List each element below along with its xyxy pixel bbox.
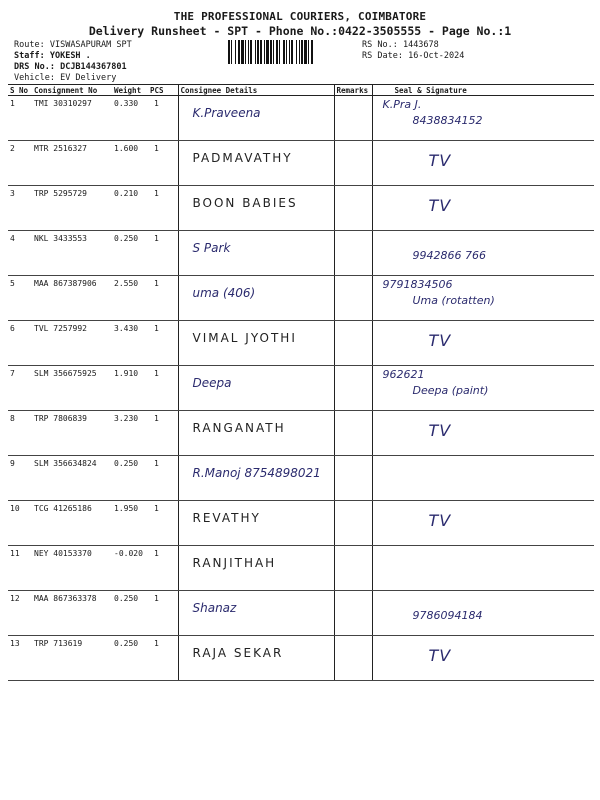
row-consignment-no: SLM 356675925 xyxy=(32,366,112,411)
row-pcs: 1 xyxy=(148,591,178,636)
row-sno: 3 xyxy=(8,186,32,231)
table-row xyxy=(8,321,594,366)
row-signature xyxy=(372,546,594,591)
row-signature xyxy=(372,591,594,636)
table-header-row xyxy=(8,85,594,96)
row-sno: 7 xyxy=(8,366,32,411)
company-title: THE PROFESSIONAL COURIERS, COIMBATORE xyxy=(173,10,427,23)
signature-initials: TV xyxy=(428,421,452,440)
row-weight: -0.020 xyxy=(112,546,148,591)
col-header-consignee: Consignee Details xyxy=(178,85,334,96)
rs-no-label: RS No.: xyxy=(362,40,398,50)
row-weight: 0.250 xyxy=(112,591,148,636)
row-remarks xyxy=(334,501,372,546)
row-consignment-no: NKL 3433553 xyxy=(32,231,112,276)
signature-initials: TV xyxy=(428,331,452,350)
consignee-handwriting: RAJA SEKAR xyxy=(192,646,284,660)
row-weight: 1.910 xyxy=(112,366,148,411)
runsheet-subtitle: Delivery Runsheet - SPT - Phone No.:0422-3505555 - Page No.:1 xyxy=(88,24,512,38)
row-consignment-no: TRP 713619 xyxy=(32,636,112,681)
row-weight: 1.950 xyxy=(112,501,148,546)
row-remarks xyxy=(334,276,372,321)
row-signature xyxy=(372,321,594,366)
row-pcs: 1 xyxy=(148,501,178,546)
consignee-handwriting: R.Manoj 8754898021 xyxy=(192,466,321,480)
staff-line xyxy=(14,51,91,61)
row-signature xyxy=(372,411,594,456)
row-consignee xyxy=(178,321,334,366)
rs-no-line xyxy=(362,40,439,50)
row-signature xyxy=(372,231,594,276)
table-row xyxy=(8,186,594,231)
signature-line-2: Uma (rotatten) xyxy=(412,294,495,307)
row-consignee xyxy=(178,591,334,636)
row-pcs: 1 xyxy=(148,186,178,231)
row-consignment-no: TMI 30310297 xyxy=(32,96,112,141)
row-consignee xyxy=(178,96,334,141)
table-row xyxy=(8,456,594,501)
row-weight: 0.250 xyxy=(112,231,148,276)
row-pcs: 1 xyxy=(148,456,178,501)
row-remarks xyxy=(334,186,372,231)
runsheet-table xyxy=(8,84,594,681)
consignee-handwriting: uma (406) xyxy=(192,286,256,300)
row-remarks xyxy=(334,546,372,591)
barcode-icon xyxy=(228,40,360,64)
row-signature xyxy=(372,501,594,546)
row-signature xyxy=(372,636,594,681)
row-weight: 1.600 xyxy=(112,141,148,186)
vehicle-line xyxy=(14,73,116,83)
consignee-handwriting: S Park xyxy=(192,241,231,255)
table-row xyxy=(8,411,594,456)
signature-line-2: 9942866 766 xyxy=(412,249,486,262)
row-consignee xyxy=(178,276,334,321)
consignee-handwriting: REVATHY xyxy=(192,511,261,525)
row-weight: 0.210 xyxy=(112,186,148,231)
row-consignee xyxy=(178,456,334,501)
row-sno: 11 xyxy=(8,546,32,591)
row-remarks xyxy=(334,591,372,636)
signature-line-1: 9791834506 xyxy=(382,278,453,291)
signature-line-1: 962621 xyxy=(382,368,425,381)
row-consignee xyxy=(178,411,334,456)
row-pcs: 1 xyxy=(148,636,178,681)
consignee-handwriting: RANGANATH xyxy=(192,421,286,435)
row-remarks xyxy=(334,231,372,276)
row-consignee xyxy=(178,501,334,546)
row-weight: 2.550 xyxy=(112,276,148,321)
row-signature xyxy=(372,141,594,186)
consignee-handwriting: BOON BABIES xyxy=(192,196,298,210)
row-consignee xyxy=(178,231,334,276)
row-consignee xyxy=(178,636,334,681)
row-weight: 0.330 xyxy=(112,96,148,141)
row-sno: 4 xyxy=(8,231,32,276)
row-sno: 8 xyxy=(8,411,32,456)
staff-label: Staff: xyxy=(14,51,45,61)
row-pcs: 1 xyxy=(148,231,178,276)
route-line xyxy=(14,40,132,50)
signature-line-2: 9786094184 xyxy=(412,609,483,622)
row-pcs: 1 xyxy=(148,141,178,186)
row-signature xyxy=(372,96,594,141)
row-weight: 0.250 xyxy=(112,636,148,681)
row-signature xyxy=(372,366,594,411)
row-consignment-no: NEY 40153370 xyxy=(32,546,112,591)
consignee-handwriting: K.Praveena xyxy=(192,106,261,120)
table-row xyxy=(8,546,594,591)
row-consignment-no: TCG 41265186 xyxy=(32,501,112,546)
row-consignment-no: MAA 867363378 xyxy=(32,591,112,636)
row-pcs: 1 xyxy=(148,411,178,456)
rs-no-value: 1443678 xyxy=(402,40,439,50)
rs-date-label: RS Date: xyxy=(362,51,403,61)
vehicle-label: Vehicle: xyxy=(14,73,55,83)
route-value: VISWASAPURAM SPT xyxy=(49,40,132,50)
row-pcs: 1 xyxy=(148,96,178,141)
table-row xyxy=(8,141,594,186)
signature-line-2: 8438834152 xyxy=(412,114,483,127)
table-row xyxy=(8,501,594,546)
row-consignee xyxy=(178,366,334,411)
row-consignment-no: MAA 867387906 xyxy=(32,276,112,321)
vehicle-value: EV Delivery xyxy=(60,73,117,83)
row-consignment-no: TRP 7806839 xyxy=(32,411,112,456)
rs-date-value: 16-Oct-2024 xyxy=(408,51,465,61)
table-row xyxy=(8,636,594,681)
row-remarks xyxy=(334,456,372,501)
row-signature xyxy=(372,186,594,231)
row-remarks xyxy=(334,141,372,186)
row-pcs: 1 xyxy=(148,276,178,321)
col-header-sno: S No xyxy=(8,85,32,96)
col-header-signature: Seal & Signature xyxy=(372,85,594,96)
row-sno: 13 xyxy=(8,636,32,681)
table-row xyxy=(8,591,594,636)
consignee-handwriting: RANJITHAH xyxy=(192,556,277,570)
row-weight: 3.430 xyxy=(112,321,148,366)
row-remarks xyxy=(334,366,372,411)
row-sno: 6 xyxy=(8,321,32,366)
consignee-handwriting: Deepa xyxy=(192,376,232,390)
row-consignment-no: TVL 7257992 xyxy=(32,321,112,366)
signature-line-1: K.Pra J. xyxy=(382,98,422,111)
col-header-consignment: Consignment No xyxy=(32,85,112,96)
row-consignee xyxy=(178,546,334,591)
table-row xyxy=(8,276,594,321)
row-signature xyxy=(372,456,594,501)
consignee-handwriting: Shanaz xyxy=(192,601,237,615)
row-consignment-no: TRP 5295729 xyxy=(32,186,112,231)
drs-value: DCJB144367801 xyxy=(60,62,127,72)
row-remarks xyxy=(334,321,372,366)
row-sno: 5 xyxy=(8,276,32,321)
col-header-pcs: PCS xyxy=(148,85,178,96)
signature-initials: TV xyxy=(428,646,452,665)
drs-label: DRS No.: xyxy=(14,62,55,72)
col-header-weight: Weight xyxy=(112,85,148,96)
row-weight: 0.250 xyxy=(112,456,148,501)
signature-line-2: Deepa (paint) xyxy=(412,384,489,397)
row-signature xyxy=(372,276,594,321)
table-row xyxy=(8,96,594,141)
signature-initials: TV xyxy=(428,196,452,215)
row-consignment-no: SLM 356634824 xyxy=(32,456,112,501)
staff-value: YOKESH . xyxy=(49,51,91,61)
row-remarks xyxy=(334,96,372,141)
row-pcs: 1 xyxy=(148,366,178,411)
consignee-handwriting: PADMAVATHY xyxy=(192,151,293,165)
col-header-remarks: Remarks xyxy=(334,85,372,96)
row-remarks xyxy=(334,411,372,456)
row-sno: 10 xyxy=(8,501,32,546)
row-consignment-no: MTR 2516327 xyxy=(32,141,112,186)
row-sno: 2 xyxy=(8,141,32,186)
table-row xyxy=(8,366,594,411)
row-consignee xyxy=(178,141,334,186)
consignee-handwriting: VIMAL JYOTHI xyxy=(192,331,297,345)
route-label: Route: xyxy=(14,40,45,50)
row-remarks xyxy=(334,636,372,681)
rs-date-line xyxy=(362,51,464,61)
row-pcs: 1 xyxy=(148,321,178,366)
table-row xyxy=(8,231,594,276)
signature-initials: TV xyxy=(428,151,452,170)
row-weight: 3.230 xyxy=(112,411,148,456)
drs-line xyxy=(14,62,127,72)
row-consignee xyxy=(178,186,334,231)
row-sno: 1 xyxy=(8,96,32,141)
row-sno: 12 xyxy=(8,591,32,636)
row-sno: 9 xyxy=(8,456,32,501)
signature-initials: TV xyxy=(428,511,452,530)
row-pcs: 1 xyxy=(148,546,178,591)
